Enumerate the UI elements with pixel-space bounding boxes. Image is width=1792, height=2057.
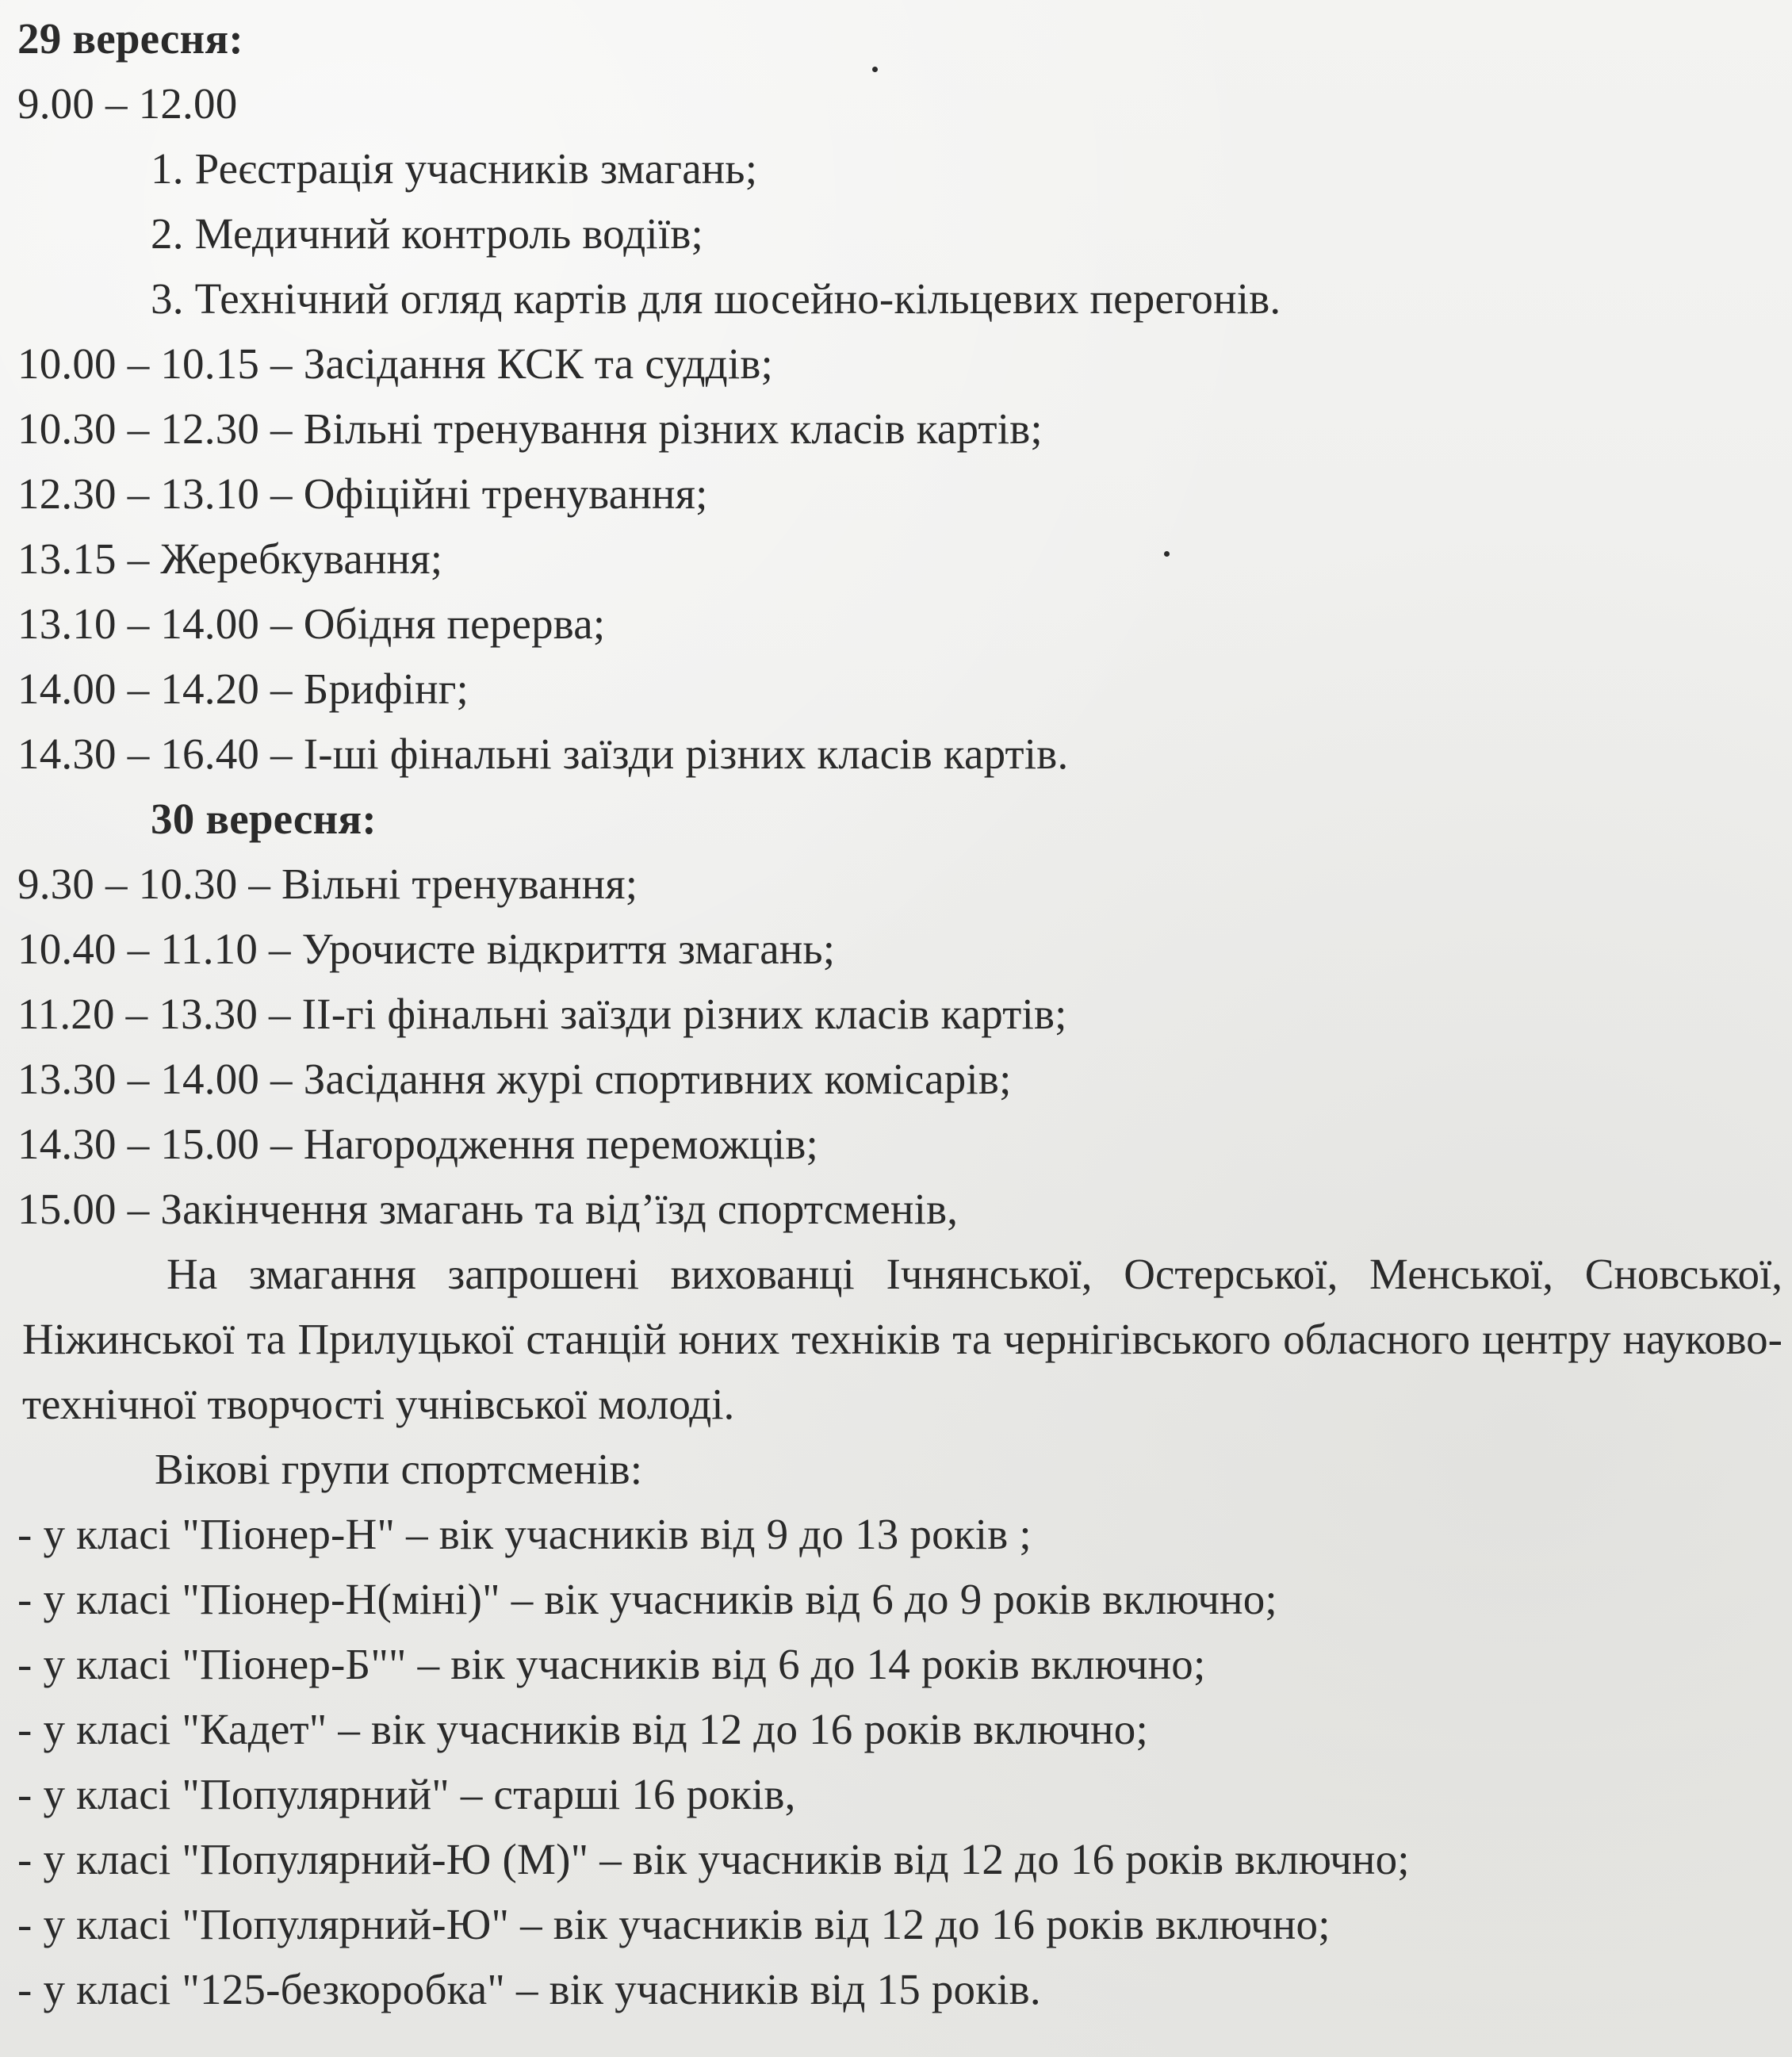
registration-item: 1. Реєстрація учасників змагань; [151, 144, 758, 193]
age-group-item: - у класі "125-безкоробка" – вік учасників від 15 років. [17, 1965, 1041, 2013]
technical-inspection-item: 3. Технічний огляд картів для шосейно-кільцевих перегонів. [151, 274, 1281, 323]
time-range-registration: 9.00 – 12.00 [17, 79, 238, 128]
age-group-item: - у класі "Популярний-Ю" – вік учасників від 12 до 16 років включно; [17, 1900, 1331, 1948]
invitation-paragraph [22, 1242, 1782, 1437]
schedule-line: 14.00 – 14.20 – Брифінг; [17, 665, 469, 713]
age-group-item: - у класі "Популярний" – старші 16 років, [17, 1770, 796, 1818]
schedule-line: 9.30 – 10.30 – Вільні тренування; [17, 860, 638, 908]
age-groups-title: Вікові групи спортсменів: [155, 1445, 643, 1493]
schedule-line: 10.40 – 11.10 – Урочисте відкриття змагань; [17, 925, 836, 973]
schedule-line: 12.30 – 13.10 – Офіційні тренування; [17, 469, 708, 518]
schedule-line: 10.30 – 12.30 – Вільні тренування різних класів картів; [17, 404, 1043, 453]
schedule-line: 14.30 – 15.00 – Нагородження переможців; [17, 1120, 818, 1168]
invitation-text: На змагання запрошені вихованці Ічнянської, Остерської, Менської, Сновської, Ніжинської та Прилуцької станцій юних техніків та чернігівського обласного центру науково-технічної творчості учнівської молоді. [22, 1250, 1782, 1428]
date-heading-sept-30: 30 вересня: [151, 795, 377, 843]
age-group-item: - у класі "Популярний-Ю (М)" – вік учасників від 12 до 16 років включно; [17, 1835, 1410, 1883]
schedule-line: 15.00 – Закінчення змагань та від’їзд спортсменів, [17, 1185, 959, 1233]
schedule-line: 10.00 – 10.15 – Засідання КСК та суддів; [17, 339, 773, 388]
age-group-item: - у класі "Кадет" – вік учасників від 12 до 16 років включно; [17, 1705, 1148, 1753]
age-group-item: - у класі "Піонер-Н(міні)" – вік учасників від 6 до 9 років включно; [17, 1575, 1277, 1623]
schedule-line: 13.15 – Жеребкування; [17, 534, 443, 583]
schedule-line: 13.10 – 14.00 – Обідня перерва; [17, 599, 606, 648]
date-heading-sept-29: 29 вересня: [17, 14, 243, 63]
age-group-item: - у класі "Піонер-Н" – вік учасників від 9 до 13 років ; [17, 1510, 1032, 1558]
schedule-line: 13.30 – 14.00 – Засідання журі спортивних комісарів; [17, 1055, 1012, 1103]
schedule-line: 11.20 – 13.30 – ІІ-гі фінальні заїзди різних класів картів; [17, 990, 1067, 1038]
speck-mark [872, 67, 878, 72]
medical-control-item: 2. Медичний контроль водіїв; [151, 209, 704, 258]
age-group-item: - у класі "Піонер-Б"" – вік учасників від 6 до 14 років включно; [17, 1640, 1206, 1688]
speck-mark [1164, 551, 1170, 557]
schedule-line: 14.30 – 16.40 – І-ші фінальні заїзди різних класів картів. [17, 730, 1069, 778]
